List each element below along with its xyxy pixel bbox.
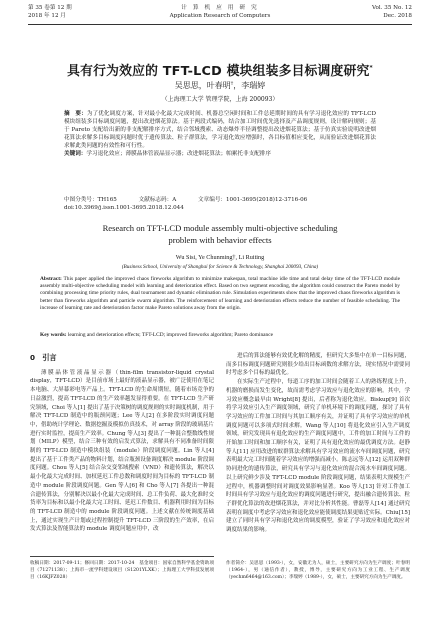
- journal-name-cn: 计 算 机 应 用 研 究: [181, 5, 259, 11]
- document-code: 文献标志码：A: [138, 197, 177, 203]
- header-right: [372, 5, 412, 20]
- footnote-funding: 收稿日期：2017-09-11；修回日期：2017-10-24 基金项目：国家自然科学基金资助项目（71271138）；上海市一流学科建设项目（S1201YLXK）；上海理工大学科技发展项目（16KJFZ028）: [30, 561, 214, 580]
- abstract-en: [40, 276, 400, 312]
- keywords-cn: [64, 150, 376, 158]
- section-heading: 0 引言: [30, 353, 57, 362]
- body-column-left: [30, 352, 214, 534]
- clc-number: 中图分类号：TH165: [64, 197, 117, 203]
- paper-title: [20, 60, 420, 79]
- keywords-en-label: Key words:: [40, 332, 67, 338]
- running-header: [28, 5, 412, 25]
- header-volume-cn: 第 35 卷第 12 期: [28, 5, 72, 11]
- header-date-en: Dec. 2018: [383, 12, 412, 19]
- doi: doi:10.3969/j.issn.1001-3695.2018.12.044: [64, 205, 184, 211]
- paragraph: 进后的算法能够有效优化解的精度，但研究大多集中在单一目标问题，而多目标调度问题研究则很少给出目标函数的求解方法，现实情况中需要同时考虑多个目标的最优化。: [226, 353, 410, 377]
- abstract-cn-label: 摘 要：: [64, 111, 87, 117]
- paragraph: 薄膜晶体管液晶显示器（thin-film transistor-liquid crystal display，TFT-LCD）是目前市场上最好的液晶显示器，被广泛使用在笔记本电脑、大屏幕彩电等产品上。TFT-LCD 的生命周期短，随着市场竞争的日益激烈，提高 TFT-LCD 的生产效率越发显得重要。在 TFT-LCD 生产研究领域，Choi 等人[1] 提出了基于决策树的调度规则的实时调度机制，用于解决 TFT-LCD 制造中的瓶颈问题；Lee 等人[2] 在多阶段实时调度问题中，借助统计学理论、数据挖掘及模拟仿真技术，对 array 阶段的玻璃基片进行实时监控，提高生产效率。Chung 等人[3] 提出了一种混合整数线性规划（MILP）模型，结合三种有效的启发式算法，求解具有不同准备时间限制的 TFT-LCD 制造中模块组装（module）阶段调度问题。Lin 等人[4] 提出了基于工件类产品的物料计划，结合瓶颈设备调度解决 module 阶段调度问题。Chou 等人[5] 结合杂交变邻域搜索（VND）和遗传算法，解决以最小化最大完成时间、加权延迟工件总数和调度时间为目标的 TFT-LCD 制造中 module 阶段调度问题。Gen 等人[6] 和 Cho 等人[7] 各提出一种混合遗传算法，分别解决以最小化最大完成时间、总工件负荷、最大化准时交货率为目标和以最小化最大完工时间、延迟工件数目、机器利用时间为目标的 TFT-LCD 制造中的 module 阶段调度问题。上述文献在传统调度基础上，通过实现生产计划或过程控制提升 TFT-LCD 三阶段的生产效率，在启发式算法及智能算法的 module 调度问题应用中，改: [30, 369, 214, 533]
- title-footnote-mark: *: [369, 64, 373, 72]
- footnote-rule: [30, 556, 214, 557]
- english-title: [40, 222, 400, 246]
- paper-affiliation: （上海理工大学 管理学院，上海 200093）: [161, 96, 279, 103]
- paper-title-text: 具有行为效应的 TFT-LCD 模块组装多目标调度研究: [67, 64, 370, 79]
- header-date-cn: 2018 年 12 月: [28, 12, 66, 19]
- abstract-cn-text: 为了优化调度方案，针对最小化最大完成时间、机器总空闲时间和工件总延期时间的具有学习退化效应的 TFT-LCD 模块组装多目标调度问题，提出改进烟花算法。基于两段式编码，结合加工时间优先选择及产品调度规则，设计解码规则；基于 Pareto 支配给出新的非支配解排序方式，结合邻域搜索、动态爆炸半径调整提出改进烟花算法；基于仿真实验说明改进烟花算法求解多目标调度问题时优于遗传算法、粒子群算法，学习退化效应增强时，各目标值相应变化，从而验证改进烟花算法求解此类问题的有效性和可行性。: [64, 111, 376, 149]
- paper-authors: [0, 80, 440, 91]
- doi-meta: [64, 204, 376, 212]
- keywords-en: [40, 332, 400, 339]
- keywords-cn-text: 学习退化效应；薄膜晶体管液晶显示器；改进烟花算法；帕累托非支配排序: [86, 151, 271, 157]
- abstract-en-text: This paper applied the improved chaos fireworks algorithm to minimize makespan, total machine idle time and total delay time of the TFT-LCD module assembly multi-objective scheduling model with learning and deterioration effect. Based on two segment encoding, the algorithm could construct the Pareto model by combining processing time priority rules, dual tournament and dynamic elimination rule. Simulation experiments show that the improved chaos fireworks algorithm is better than fireworks algorithm and particle swarm algorithm. The reinforcement of learning and deterioration effects reduce the number of feasible scheduling. The increase of learning rate and deterioration factor make Pareto solutions away from the origin.: [40, 276, 400, 311]
- keywords-en-text: learning and deterioration effects; TFT-LCD; improved fireworks algorithm; Pareto dominance: [67, 332, 274, 338]
- abstract-cn: [64, 110, 376, 158]
- classification-meta: [64, 196, 376, 204]
- abstract-en-label: Abstract:: [40, 276, 62, 282]
- authors-text: 吴思思，叶春明: [174, 81, 231, 90]
- article-number: 文章编号：1001-3695(2018)12-3716-06: [198, 197, 308, 203]
- header-volume-en: Vol. 35 No. 12: [372, 5, 412, 11]
- paragraph: 在实际生产过程中，每道工序的加工时间会随着工人的熟练程度上升，机器的磨损而发生变化，故而需考虑学习效应与退化效应的影响。其中，学习效应概念最早由 Wright[8] 提出，后者称为退化效应。Biskup[9] 首次将学习效应引入生产调度领域，研究了单机环境下的调度问题，探讨了具有学习效应的工件加工时间与其加工顺序有关，并证明了具有学习效应的单机调度问题可以多项式时间求解。Wang 等人[10] 将退化效应引入生产调度领域，研究发现具有退化效应的生产调度问题中，工件的加工时间与工件的开始加工时间和加工顺序有关，证明了具有退化效应的最优调度方法。赵静等人[11] 应用改进的蚁群算法求解具有学习效应的流水车间调度问题，研究表明最大完工时间随着学习效应的增强而减小。陈志远等人[12] 运用双种群协同进化的遗传算法，研究具有学习与退化效应的混合流水车间调度问题。以上研究鲜少涉及 TFT-LCD module 阶段调度问题，结果表明大规模生产过程中，机器调整时间对调度效果影响显著。Koo 等人[13] 针对工件加工时间具有学习效应与退化效应的调度问题进行研究，提出融合遗传算法、粒子群优化算法的改进烟花算法，并对比分析其性能。曹磊等人[14] 通过研究表明在调度中考虑学习效应和退化效应能使调度结果更贴近实际。Chiu[15] 建立了同时具有学习和退化效应的调度模型，验证了学习效应和退化效应对调度结果的影响。: [226, 379, 410, 534]
- journal-name-en: Application Research of Computers: [169, 12, 271, 19]
- corresponding-mark: †: [230, 80, 234, 87]
- keywords-cn-label: 关键词：: [64, 151, 87, 157]
- header-rule: [28, 24, 412, 25]
- english-authors: Wu Sisi, Ye Chunming†, Li Ruiting: [175, 254, 265, 261]
- english-title-line1: Research on TFT-LCD module assembly multi-objective scheduling: [102, 223, 338, 233]
- english-affiliation: (Business School, University of Shanghai for Science & Technology, Shanghai 200093, China): [121, 264, 319, 270]
- body-column-right: [226, 352, 410, 535]
- header-center: [28, 5, 412, 20]
- authors-text-tail: ，李瑞婷: [233, 81, 266, 90]
- footnote-authors: 作者简介：吴思思（1993-），女，安徽无为人，硕士，主要研究方向为生产调度；叶春明（1964-），男（通信作者），教授，博导，主要研究方向为工业工程、生产调度（yechm6464@163.com）；李瑞婷（1989-），女，硕士，主要研究方向为生产调度。: [226, 561, 410, 580]
- english-title-line2: problem with behavior effects: [168, 235, 272, 245]
